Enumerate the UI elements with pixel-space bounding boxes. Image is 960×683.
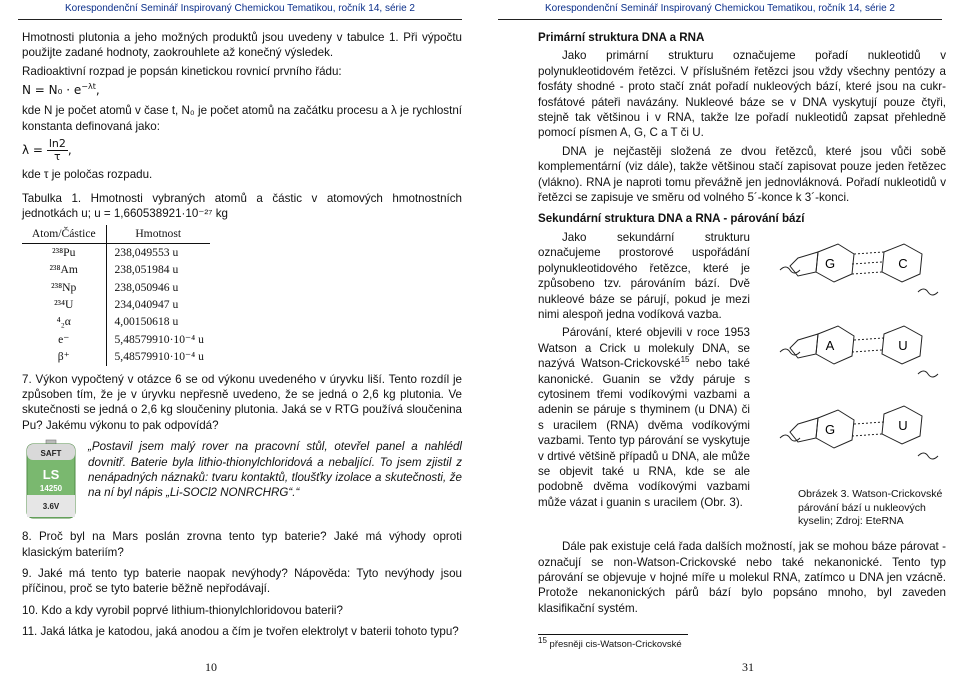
paragraph-primary-2: DNA je nejčastěji složená ze dvou řetězců, které jsou vůči sobě komplementární (viz dále), takže většinou stačí zapisovat pouze jeden řetězec (vlákno). RNA je naproti tomu převážně jen jednovláknová. Pořadí nukleotidů v řetězci se zapisuje ve směru od volného 5´-konce k 3´-konci. <box>538 144 946 205</box>
table-cell-symbol: ²³⁸Am <box>22 261 106 278</box>
page-header-left: Korespondenční Seminář Inspirovaný Chemickou Tematikou, ročník 14, série 2 <box>65 3 415 14</box>
right-page <box>480 0 960 683</box>
intro-paragraph: Hmotnosti plutonia a jeho možných produktů jsou uvedeny v tabulce 1. Při výpočtu použijte zadané hodnoty, zaokrouhlete až konečný výsledek. <box>22 31 462 60</box>
decay-text: Radioaktivní rozpad je popsán kinetickou rovnicí prvního řádu: <box>22 64 342 78</box>
header-divider <box>18 19 462 20</box>
table-cell-symbol: ²³⁸Pu <box>22 243 106 261</box>
table-cell-mass: 4,00150618 u <box>114 315 179 329</box>
guanine-ring <box>790 252 818 276</box>
paragraph-secondary-2a: Párování, které objevili v roce 1953 Watson a Crick u molekuly DNA, se nazývá Watson-Crickovské <box>538 326 750 371</box>
lambda-numerator: ln2 <box>48 136 66 150</box>
lambda-fraction <box>47 138 68 163</box>
table-cell-symbol: ²³⁴U <box>22 296 106 313</box>
base-label: U <box>898 417 908 433</box>
decay-formula-exponent: −λt <box>81 82 96 92</box>
footnote-text: přesněji cis-Watson-Crickovské <box>549 639 682 651</box>
secondary-text <box>538 230 750 513</box>
left-column <box>22 30 462 646</box>
page-number-right: 31 <box>742 660 754 674</box>
section-heading-secondary: Sekundární struktura DNA a RNA - párování bází <box>538 212 805 226</box>
right-column <box>538 30 946 652</box>
figure-caption: Obrázek 3. Watson-Crickovské párování bází u nukleových kyselin; Zdroj: EteRNA <box>798 487 943 528</box>
table-cell-symbol: ⁴₂α <box>22 313 106 330</box>
table-header-mass: Hmotnost <box>106 225 210 243</box>
paragraph-secondary-2b: nebo také kanonické. Guanin se vždy páruje s cytosinem třemi vodíkovými vazbami a adenin se páruje s thyminem (u DNA) či s uracilem (RNA) dvěma vodíkovými vazbami. Tento typ párování se vyskytuje v drtivé většině případů u DNA, ale může se objevit také u RNA, kde se ale podobně dvěma vodíkovými vazbami může vázat i guanin s uracilem (Obr. 3). <box>538 357 750 509</box>
paragraph-nonstandard: Dále pak existuje celá řada dalších možností, jak se mohou báze párovat - označují se non-Watson-Crickovské nebo také nekanonické. Tento typ párování se objevuje v hojné míře u molekul RNA, zatímco u DNA jen vzácně. Protože nekanonických párů bází bylo popsáno mnoho, byl zaveden klasifikační systém. <box>538 540 946 615</box>
table-row <box>22 348 210 365</box>
battery-number: 14250 <box>39 484 63 494</box>
base-label: A <box>825 337 835 353</box>
lambda-denominator: τ <box>54 150 61 164</box>
footnote <box>538 636 946 652</box>
table-row <box>22 313 210 330</box>
table-caption: Tabulka 1. Hmotnosti vybraných atomů a částic v atomových hmotnostních jednotkách u; u = 1,660538921·10⁻²⁷ kg <box>22 191 462 220</box>
table-row <box>22 243 210 261</box>
footnote-divider <box>538 634 688 635</box>
table-row <box>22 331 210 348</box>
header-divider <box>498 19 942 20</box>
decay-formula-base: N = N₀ · e <box>22 83 82 98</box>
battery-image <box>22 439 80 521</box>
table-cell-symbol: e⁻ <box>22 331 106 348</box>
lambda-lhs: λ = <box>22 143 43 158</box>
base-label: U <box>898 337 908 353</box>
table-row <box>22 296 210 313</box>
lambda-formula: λ = $\frac{\ln 2}{\tau}$ , <box>22 136 72 164</box>
paragraph-secondary-1: Jako sekundární strukturu označujeme prostorové uspořádání polynukleotidového řetězce, které je způsobeno tzv. párováním bází. Dvě nukleové báze se párují, pokud je mezi nimi alespoň jedna vodíková vazba. <box>538 230 750 321</box>
question-9: 9. Jaké má tento typ baterie naopak nevýhody? Nápověda: Tyto nevýhody jsou příčinou, proč se tyto baterie běžně nepřodávají. <box>22 567 462 596</box>
where-text-1: kde N je počet atomů v čase t, N₀ je počet atomů na začátku procesu a λ je rychlostní konstanta definovaná jako: <box>22 104 462 133</box>
table-cell-mass: 5,48579910·10⁻⁴ u <box>114 350 204 364</box>
base-label: G <box>824 421 836 437</box>
table-row <box>22 279 210 296</box>
battery-model: LS <box>42 467 60 483</box>
base-pairing-figure <box>758 230 946 528</box>
battery-voltage: 3.6V <box>42 502 60 512</box>
question-11: 11. Jaká látka je katodou, jaká anodou a čím je tvořen elektrolyt v baterii tohoto typu? <box>22 625 459 639</box>
question-8: 8. Proč byl na Mars poslán zrovna tento typ baterie? Jaké má výhody oproti klasickým bateriím? <box>22 530 462 559</box>
table-cell-mass: 238,049553 u <box>114 245 179 259</box>
page-number-left: 10 <box>205 660 217 674</box>
paragraph-secondary-2 <box>538 325 750 510</box>
table-cell-symbol: ²³⁸Np <box>22 279 106 296</box>
footnote-number: 15 <box>538 636 547 646</box>
table-row <box>22 261 210 278</box>
guanine-ring <box>790 418 818 442</box>
mass-table <box>22 225 210 365</box>
table-cell-mass: 238,051984 u <box>114 263 179 277</box>
secondary-structure-block <box>538 230 946 528</box>
paragraph-primary-1: Jako primární strukturu označujeme pořadí nukleotidů v polynukleotidovém řetězci. V příslušném řetězci jsou vždy všechny pentózy a fosfáty shodné - proto stačí znát pořadí nukleových bází, které jsou na cukr-fosfátové páteři navázány. Nukleové báze se v DNA vyskytují pouze čtyři, stejně tak většinou i v RNA, takže lze pořadí nukleotidů zapsat přehledně pomocí písmen A, G, C a T či U. <box>538 49 946 140</box>
rover-quote: „Postavil jsem malý rover na pracovní stůl, otevřel panel a nahlédl dovnitř. Baterie byla lithio-thionylchloridová a nebaljící. To jsem zjistil z nenápadných náznaků: tvaru kontaktů, tloušťky izolace a skutečnosti, že na ní byl nápis „Li-SOCl2 NONRCHRG“.“ <box>88 440 462 500</box>
base-label: C <box>898 255 908 271</box>
table-cell-symbol: β⁺ <box>22 348 106 365</box>
page-header-right: Korespondenční Seminář Inspirovaný Chemickou Tematikou, ročník 14, série 2 <box>545 3 895 14</box>
base-pair-diagram <box>758 230 946 492</box>
question-7: 7. Výkon vypočtený v otázce 6 se od výkonu uvedeného v úryvku liší. Tento rozdíl je způsoben tím, že je v úryvku nepřesně uvedeno, že se jedná o 2,6 kg plutonia. Ve skutečnosti se jedná o 2,6 kg sloučeniny plutonia. Jaká se v RTG používá sloučenina Pu? Jakému výkonu to pak odpovídá? <box>22 372 462 432</box>
table-cell-mass: 5,48579910·10⁻⁴ u <box>114 332 204 346</box>
battery-quote-row <box>22 439 462 521</box>
table-header-atom: Atom/Částice <box>22 225 106 243</box>
table-cell-mass: 238,050946 u <box>114 280 179 294</box>
table-cell-mass: 234,040947 u <box>114 298 179 312</box>
battery-brand: SAFT <box>40 449 62 459</box>
footnote-reference: 15 <box>680 355 690 365</box>
adenine-ring <box>790 334 818 358</box>
decay-formula: $N = N_0 \cdot e^{-\lambda t}$, <box>22 82 100 98</box>
section-heading-primary: Primární struktura DNA a RNA <box>538 31 705 44</box>
where-text-2: kde τ je poločas rozpadu. <box>22 168 153 182</box>
question-10: 10. Kdo a kdy vyrobil poprvé lithium-thionylchloridovou baterii? <box>22 603 343 617</box>
base-label: G <box>824 255 836 271</box>
adenine-ring <box>816 326 854 364</box>
